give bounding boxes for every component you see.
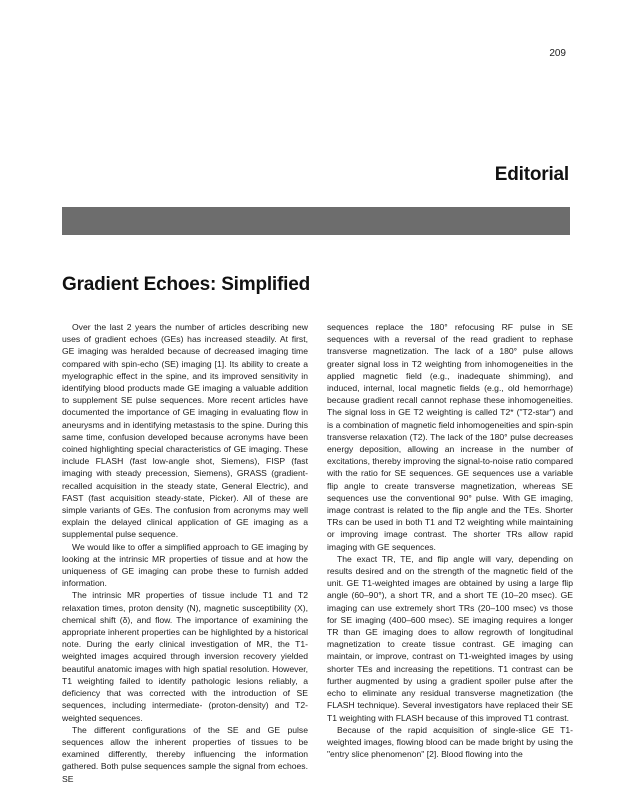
paragraph: The intrinsic MR properties of tissue include T1 and T2 relaxation times, proton density (N), magnetic susceptibility (X), chemical shift (δ), and flow. The importance of examining the appropriate inherent properties can be highlighted by a historical note. During the early clinical investigation of MR, the T1-weighted images acquired through inversion recovery yielded beautiful anatomic images with high spatial resolution. However, T1 weighting failed to identify pathologic lesions reliably, a deficiency that was corrected with the introduction of SE sequences, including intermediate- (proton-density) and T2-weighted sequences. — [62, 590, 308, 723]
page-number: 209 — [549, 48, 566, 59]
paragraph: We would like to offer a simplified approach to GE imaging by looking at the intrinsic MR properties of tissue and at how the uniqueness of GE imaging can probe these to furnish added information. — [62, 541, 308, 589]
paragraph: The different configurations of the SE and GE pulse sequences allow the inherent properties of tissues to be examined differently, thereby influencing the information gathered. Both pulse sequences sample the signal from echoes. SE — [62, 724, 308, 784]
left-column — [62, 321, 308, 785]
paragraph: The exact TR, TE, and flip angle will vary, depending on results desired and on the strength of the magnetic field of the unit. GE T1-weighted images are obtained by using a large flip angle (60–90°), a short TR, and a short TE (10–20 msec). GE imaging can use extremely short TRs (20–100 msec) vs those for SE imaging (400–600 msec). SE imaging requires a longer TR than GE imaging does to allow regrowth of longitudinal magnetization to create tissue contrast. GE imaging can maintain, or improve, contrast on T1-weighted images by using shorter TEs and increasing the repetitions. T1 contrast can be further augmented by using a gradient spoiler pulse after the echo to eliminate any residual transverse magnetization (the FLASH technique). Several investigators have replaced their SE T1 weighting with FLASH because of this improved T1 contrast. — [327, 553, 573, 723]
article-title: Gradient Echoes: Simplified — [62, 274, 310, 295]
paragraph-continuation: sequences replace the 180° refocusing RF pulse in SE sequences with a reversal of the read gradient to rephase transverse magnetization. The lack of a 180° pulse allows greater signal loss in T2 weighting from inhomogeneities in the applied magnetic field (e.g., inadequate shimming), and induced, internal, local magnetic fields (e.g., old hemorrhage) because gradient recall cannot rephase these inhomogeneities. The signal loss in GE T2 weighting is called T2* ("T2-star") and is a combination of magnetic field inhomogeneities and spin-spin transverse relaxation (T2). The lack of the 180° pulse decreases energy deposition, allowing an increase in the number of excitations, thereby improving the signal-to-noise ratio compared with the ratio for SE sequences. GE sequences use a variable flip angle to create transverse magnetization, whereas SE sequences use the conventional 90° pulse. With GE imaging, image contrast is related to the flip angle and the TEs. Shorter TRs can be used in both T1 and T2 weighting while maintaining or improving image contrast. The shorter TRs allow rapid imaging with GE sequences. — [327, 322, 574, 552]
paragraph: Because of the rapid acquisition of single-slice GE T1-weighted images, flowing blood can be made bright by using the "entry slice phenomenon" [2]. Blood flowing into the — [327, 724, 573, 760]
paragraph: Over the last 2 years the number of articles describing new uses of gradient echoes (GEs) has increased steadily. At first, GE imaging was heralded because of decreased imaging time compared with spin-echo (SE) imaging [1]. Its ability to create a myelographic effect in the spine, and its improved sensitivity in identifying blood products made GE imaging a valuable addition to supplement SE pulse sequences. More recent articles have documented the importance of GE imaging in evaluating flow in aneurysms and in identifying metastasis to the spine. During this same time, confusion developed because acronyms have been coined highlighting special characteristics of GE imaging. These include FLASH (fast low-angle shot, Siemens), FISP (fast imaging with steady precession, Siemens), GRASS (gradient-recalled acquisition in the steady state, General Electric), and FAST (fast acquisition steady-state, Picker). All of these are simple variants of GEs. The confusion from acronyms may well explain the delayed clinical application of GE imaging as a supplemental pulse sequence. — [62, 322, 308, 540]
right-column — [327, 321, 573, 760]
section-label: Editorial — [494, 164, 569, 185]
header-band — [62, 207, 570, 235]
